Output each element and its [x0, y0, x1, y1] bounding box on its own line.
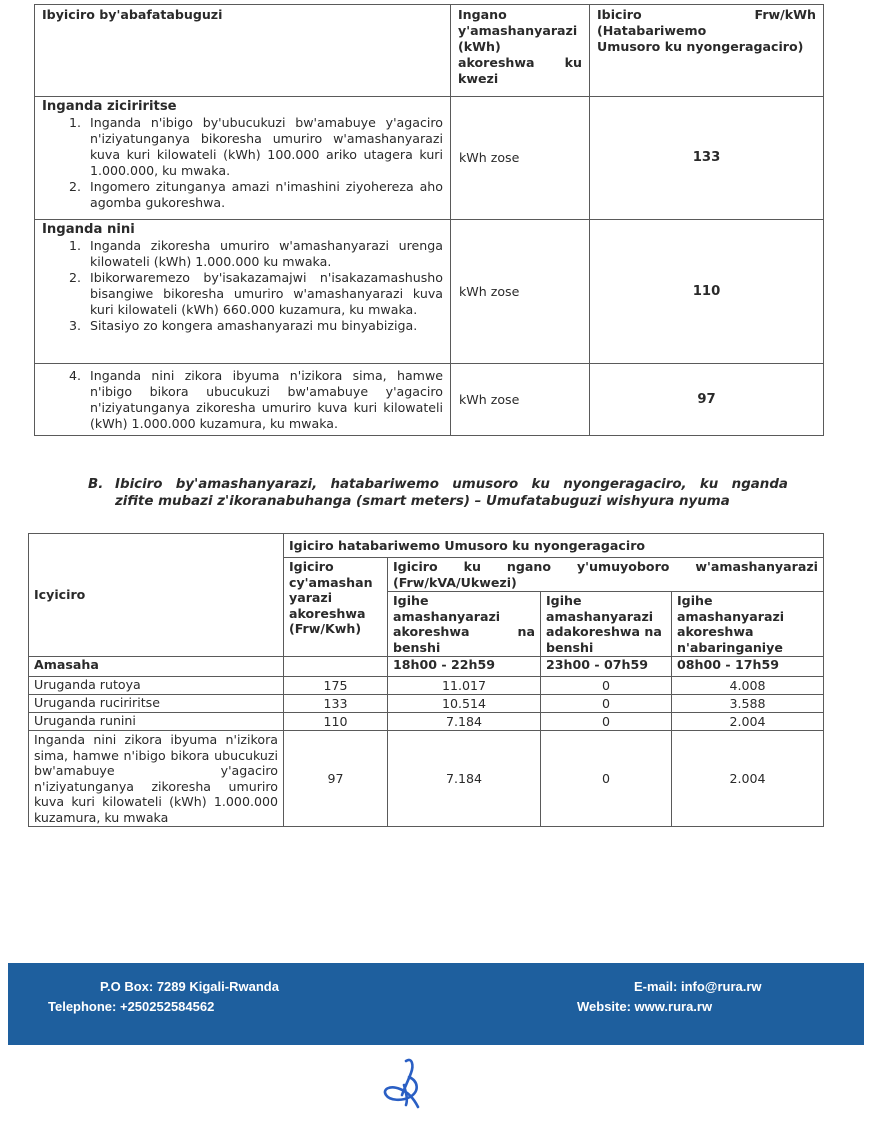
email-link[interactable]: E-mail: info@rura.rw [634, 979, 762, 994]
hours-row [29, 657, 824, 677]
energy-price-cell: 110 [284, 713, 388, 731]
consumption-cell: kWh zose [451, 97, 590, 220]
price-cell: 110 [590, 220, 824, 364]
table-row [29, 731, 824, 827]
section-b-heading [88, 476, 788, 510]
table-row [29, 695, 824, 713]
category-cell: Uruganda rutoya [29, 677, 284, 695]
category-cell: Uruganda ruciriritse [29, 695, 284, 713]
peak-price-cell: 7.184 [388, 731, 541, 827]
table-header-row [35, 5, 824, 97]
table-row [29, 677, 824, 695]
telephone: Telephone: +250252584562 [48, 999, 215, 1014]
category-cell [35, 364, 451, 436]
website-link[interactable]: Website: www.rura.rw [577, 999, 713, 1014]
offpeak-hours: 23h00 - 07h59 [541, 657, 672, 677]
peak-hours: 18h00 - 22h59 [388, 657, 541, 677]
hours-label: Amasaha [29, 657, 284, 677]
header-category: Ibyiciro by'abafatabuguzi [35, 5, 451, 97]
category-criteria-list [42, 368, 443, 432]
smart-meter-tariff-table [28, 533, 824, 827]
shoulder-price-cell: 3.588 [672, 695, 824, 713]
section-label: B. [88, 477, 104, 492]
category-cell: Uruganda runini [29, 713, 284, 731]
header-group: Igiciro hatabariwemo Umusoro ku nyongeragaciro [284, 534, 824, 558]
price-cell: 133 [590, 97, 824, 220]
category-cell [35, 220, 451, 364]
table-header-row [29, 534, 824, 558]
footer-contact-band [8, 963, 864, 1045]
shoulder-price-cell: 2.004 [672, 713, 824, 731]
header-energy-price: Igiciro cy'amashan yarazi akoreshwa (Frw/Kwh) [284, 558, 388, 657]
peak-price-cell: 10.514 [388, 695, 541, 713]
table-row [29, 713, 824, 731]
consumption-cell: kWh zose [451, 220, 590, 364]
header-price: Ibiciro Frw/kWh (Hatabariwemo Umusoro ku nyongeragaciro) [590, 5, 824, 97]
list-item: 2. Ibikorwaremezo by'isakazamajwi n'isakazamashusho bisangiwe bikoresha umuriro w'amashanyarazi kuva kuri kilowateli (kWh) 660.000 kuzamura, ku mwaka. [68, 270, 443, 317]
category-title: Inganda ziciriritse [42, 99, 177, 114]
energy-price-cell: 175 [284, 677, 388, 695]
consumer-category-tariff-table [34, 4, 824, 436]
offpeak-price-cell: 0 [541, 713, 672, 731]
category-criteria-list [42, 115, 443, 211]
hours-empty [284, 657, 388, 677]
energy-price-cell: 133 [284, 695, 388, 713]
shoulder-price-cell: 4.008 [672, 677, 824, 695]
heading-line-2: zifite mubazi z'ikoranabuhanga (smart meters) – Umufatabuguzi wishyura nyuma [115, 494, 730, 509]
header-network-price: Igiciro ku ngano y'umuyoboro w'amashanyarazi (Frw/kVA/Ukwezi) [388, 558, 824, 592]
shoulder-price-cell: 2.004 [672, 731, 824, 827]
list-item: 4. Inganda nini zikora ibyuma n'izikora sima, hamwe n'ibigo bikora ubucukuzi bw'amabuye y'agaciro n'iziyatunganya zikoresha umuriro kuva kuri kilowateli (kWh) 1.000.000 kuzamura, ku mwaka. [68, 368, 443, 431]
header-category: Icyiciro [29, 534, 284, 657]
shoulder-hours: 08h00 - 17h59 [672, 657, 824, 677]
header-offpeak: Igihe amashanyarazi adakoreshwa na benshi [541, 592, 672, 657]
header-shoulder: Igihe amashanyarazi akoreshwa n'abaringaniye [672, 592, 824, 657]
header-peak: Igihe amashanyarazi akoreshwa na benshi [388, 592, 541, 657]
table-row [35, 97, 824, 220]
consumption-cell: kWh zose [451, 364, 590, 436]
category-title: Inganda nini [42, 222, 135, 237]
category-criteria-list [42, 238, 443, 334]
offpeak-price-cell: 0 [541, 677, 672, 695]
po-box: P.O Box: 7289 Kigali-Rwanda [100, 979, 279, 994]
peak-price-cell: 11.017 [388, 677, 541, 695]
list-item: 1. Inganda zikoresha umuriro w'amashanyarazi urenga kilowateli (kWh) 1.000.000 ku mwaka. [68, 238, 443, 269]
category-cell: Inganda nini zikora ibyuma n'izikora sima, hamwe n'ibigo bikora ubucukuzi bw'amabuye y'agaciro n'iziyatunganya zikoresha umuriro kuva kuri kilowateli (kWh) 1.000.000 kuzamura, ku mwaka [29, 731, 284, 827]
list-item: 1. Inganda n'ibigo by'ubucukuzi bw'amabuye y'agaciro n'iziyatunganya bikoresha umuriro w'amashanyarazi kuva kuri kilowateli (kWh) 100.000 ariko utagera kuri 1.000.000, ku mwaka. [68, 115, 443, 178]
price-cell: 97 [590, 364, 824, 436]
heading-line-1: Ibiciro by'amashanyarazi, hatabariwemo umusoro ku nyongeragaciro, ku nganda [115, 477, 788, 492]
category-cell [35, 97, 451, 220]
signature-icon [378, 1055, 438, 1117]
offpeak-price-cell: 0 [541, 695, 672, 713]
table-row [35, 220, 824, 364]
header-consumption: Ingano y'amashanyarazi (kWh) akoreshwa ku kwezi [451, 5, 590, 97]
list-item: 2. Ingomero zitunganya amazi n'imashini ziyohereza aho agomba gukoreshwa. [68, 179, 443, 210]
peak-price-cell: 7.184 [388, 713, 541, 731]
energy-price-cell: 97 [284, 731, 388, 827]
list-item: 3. Sitasiyo zo kongera amashanyarazi mu binyabiziga. [68, 318, 418, 333]
offpeak-price-cell: 0 [541, 731, 672, 827]
table-row [35, 364, 824, 436]
